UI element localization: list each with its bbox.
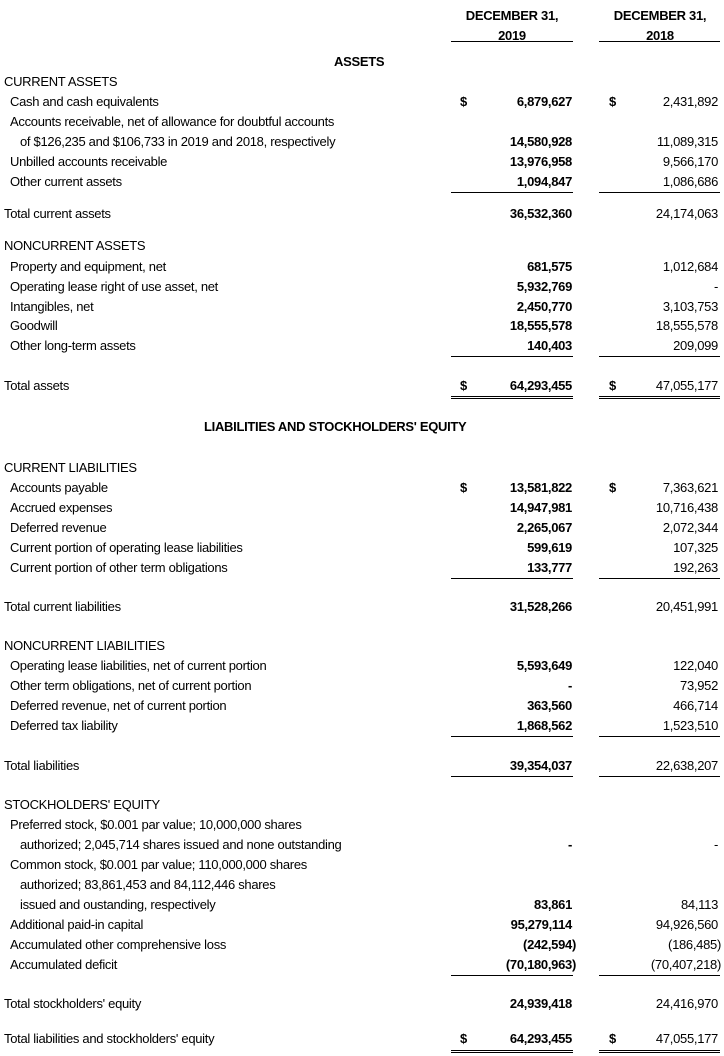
equity-title: STOCKHOLDERS' EQUITY [4,797,160,812]
apic-label: Additional paid-in capital [10,917,144,932]
total-liab-equity-2019: 64,293,455 [509,1031,572,1046]
header-rule-2019 [451,41,573,42]
rule-noncurrent-liab-2018 [599,736,720,737]
ap-dollar-2019: $ [460,480,467,495]
ap-label: Accounts payable [10,480,108,495]
preferred-2019: - [567,837,572,852]
rule-noncurrent-assets-2018 [599,356,720,357]
common-2018: 84,113 [681,897,718,912]
double-rule-grand-total-2018 [599,1050,720,1053]
preferred-label-line2: authorized; 2,045,714 shares issued and none outstanding [20,837,342,852]
column-header-2018-line2: 2018 [646,28,674,43]
ap-2018: 7,363,621 [662,480,718,495]
total-equity-2019: 24,939,418 [509,996,572,1011]
deferred-tax-label: Deferred tax liability [10,718,118,733]
deficit-2019: (70,180,963) [505,957,576,972]
accrued-label: Accrued expenses [10,500,113,515]
lt-deferred-label: Deferred revenue, net of current portion [10,698,227,713]
aoci-2019: (242,594) [523,937,576,952]
column-header-2018-line1: DECEMBER 31, [613,8,707,23]
cash-dollar-2019: $ [460,94,467,109]
current-term-label: Current portion of other term obligations [10,560,228,575]
rou-2019: 5,932,769 [516,279,572,294]
lt-lease-2019: 5,593,649 [516,658,572,673]
assets-title: ASSETS [334,54,385,69]
apic-2019: 95,279,114 [510,917,572,932]
lt-term-2019: - [567,678,572,693]
total-current-liabilities-2019: 31,528,266 [509,599,572,614]
ar-label-line1: Accounts receivable, net of allowance for doubtful accounts [10,114,335,129]
total-assets-2019: 64,293,455 [509,378,572,393]
rule-noncurrent-liab-2019 [451,736,573,737]
preferred-2018: - [713,837,718,852]
ppe-2019: 681,575 [527,259,572,274]
goodwill-2018: 18,555,578 [655,318,718,333]
deficit-2018: (70,407,218) [650,957,721,972]
deferred-tax-2018: 1,523,510 [662,718,718,733]
column-header-2019-line2: 2019 [498,28,526,43]
double-rule-total-assets-2018 [599,396,720,399]
total-current-liabilities-2018: 20,451,991 [655,599,718,614]
goodwill-2019: 18,555,578 [509,318,572,333]
rule-current-assets-2019 [451,192,573,193]
common-label-line1: Common stock, $0.001 par value; 110,000,000 shares [10,857,307,872]
intangibles-2018: 3,103,753 [662,299,718,314]
ar-label-line2: of $126,235 and $106,733 in 2019 and 2018, respectively [20,134,336,149]
rule-equity-2018 [599,975,720,976]
lt-deferred-2018: 466,714 [673,698,718,713]
lt-deferred-2019: 363,560 [527,698,572,713]
lt-lease-label: Operating lease liabilities, net of current portion [10,658,267,673]
ar-2018: 11,089,315 [656,134,718,149]
intangibles-2019: 2,450,770 [516,299,572,314]
total-current-assets-label: Total current assets [4,206,111,221]
total-liab-equity-2018: 47,055,177 [655,1031,718,1046]
accrued-2019: 14,947,981 [509,500,572,515]
column-header-2019-line1: DECEMBER 31, [465,8,559,23]
cash-dollar-2018: $ [609,94,616,109]
aoci-2018: (186,485) [668,937,721,952]
current-term-2019: 133,777 [527,560,572,575]
apic-2018: 94,926,560 [655,917,718,932]
noncurrent-assets-title: NONCURRENT ASSETS [4,238,146,253]
preferred-label-line1: Preferred stock, $0.001 par value; 10,000,000 shares [10,817,302,832]
other-lt-assets-2018: 209,099 [673,338,718,353]
total-equity-2018: 24,416,970 [655,996,718,1011]
rule-current-liab-2019 [451,578,573,579]
rule-total-liab-2018 [599,776,720,777]
goodwill-label: Goodwill [10,318,58,333]
current-lease-label: Current portion of operating lease liabilities [10,540,243,555]
current-term-2018: 192,263 [673,560,718,575]
common-2019: 83,861 [534,897,572,912]
current-assets-title: CURRENT ASSETS [4,74,118,89]
rule-current-liab-2018 [599,578,720,579]
total-assets-label: Total assets [4,378,70,393]
other-lt-assets-label: Other long-term assets [10,338,136,353]
rule-current-assets-2018 [599,192,720,193]
total-liab-equity-dollar-2019: $ [460,1031,467,1046]
cash-2019: 6,879,627 [516,94,572,109]
rule-equity-2019 [451,975,573,976]
current-lease-2018: 107,325 [673,540,718,555]
total-current-liabilities-label: Total current liabilities [4,599,121,614]
ppe-2018: 1,012,684 [662,259,718,274]
cash-2018: 2,431,892 [662,94,718,109]
current-lease-2019: 599,619 [527,540,572,555]
liabilities-equity-title: LIABILITIES AND STOCKHOLDERS' EQUITY [204,419,467,434]
noncurrent-liabilities-title: NONCURRENT LIABILITIES [4,638,165,653]
other-lt-assets-2019: 140,403 [527,338,572,353]
total-current-assets-2019: 36,532,360 [509,206,572,221]
other-current-assets-2019: 1,094,847 [516,174,572,189]
rule-total-liab-2019 [451,776,573,777]
common-label-line2: authorized; 83,861,453 and 84,112,446 shares [20,877,276,892]
total-assets-dollar-2019: $ [460,378,467,393]
deferred-revenue-label: Deferred revenue [10,520,107,535]
current-liabilities-title: CURRENT LIABILITIES [4,460,137,475]
double-rule-total-assets-2019 [451,396,573,399]
header-rule-2018 [599,41,720,42]
total-liabilities-2019: 39,354,037 [509,758,572,773]
lt-term-2018: 73,952 [680,678,718,693]
lt-term-label: Other term obligations, net of current portion [10,678,252,693]
total-assets-dollar-2018: $ [609,378,616,393]
rou-2018: - [713,279,718,294]
intangibles-label: Intangibles, net [10,299,94,314]
unbilled-2018: 9,566,170 [662,154,718,169]
unbilled-2019: 13,976,958 [509,154,572,169]
double-rule-grand-total-2019 [451,1050,573,1053]
deficit-label: Accumulated deficit [10,957,118,972]
total-current-assets-2018: 24,174,063 [655,206,718,221]
column-header-2019 [447,6,577,46]
ap-2019: 13,581,822 [509,480,572,495]
total-equity-label: Total stockholders' equity [4,996,142,1011]
unbilled-label: Unbilled accounts receivable [10,154,168,169]
lt-lease-2018: 122,040 [673,658,718,673]
deferred-revenue-2019: 2,265,067 [516,520,572,535]
ap-dollar-2018: $ [609,480,616,495]
cash-label: Cash and cash equivalents [10,94,159,109]
aoci-label: Accumulated other comprehensive loss [10,937,227,952]
deferred-revenue-2018: 2,072,344 [662,520,718,535]
total-liabilities-2018: 22,638,207 [655,758,718,773]
ar-2019: 14,580,928 [509,134,572,149]
other-current-assets-2018: 1,086,686 [662,174,718,189]
rou-label: Operating lease right of use asset, net [10,279,218,294]
total-liabilities-label: Total liabilities [4,758,80,773]
column-header-2018 [595,6,724,46]
common-label-line3: issued and oustanding, respectively [20,897,216,912]
deferred-tax-2019: 1,868,562 [516,718,572,733]
total-assets-2018: 47,055,177 [655,378,718,393]
ppe-label: Property and equipment, net [10,259,166,274]
other-current-assets-label: Other current assets [10,174,122,189]
total-liab-equity-label: Total liabilities and stockholders' equity [4,1031,215,1046]
accrued-2018: 10,716,438 [655,500,718,515]
rule-noncurrent-assets-2019 [451,356,573,357]
total-liab-equity-dollar-2018: $ [609,1031,616,1046]
